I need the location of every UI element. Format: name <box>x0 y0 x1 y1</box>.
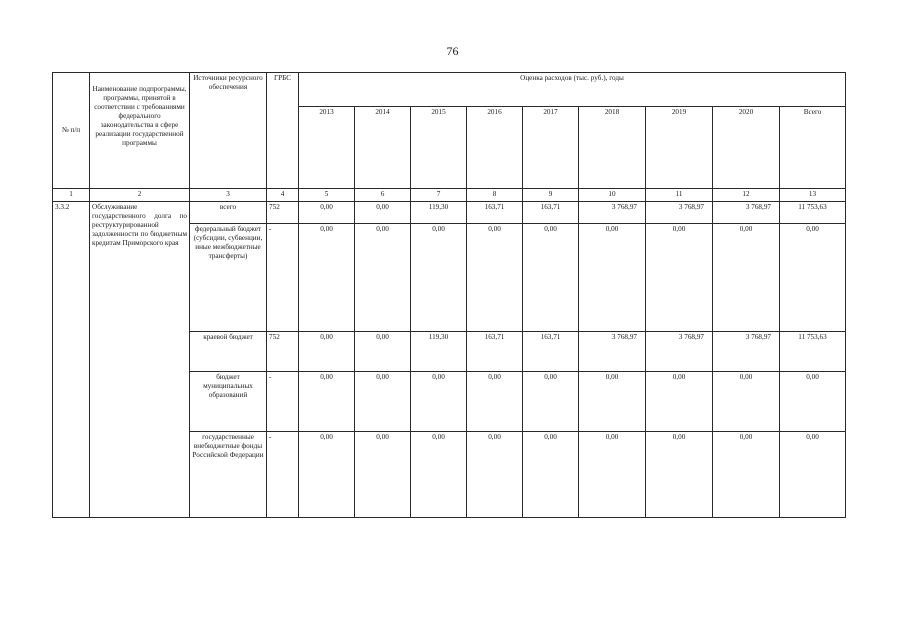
source-cell: краевой бюджет <box>190 332 267 372</box>
header-estimate: Оценка расходов (тыс. руб.), годы <box>299 73 846 107</box>
value-cell: 0,00 <box>579 224 646 332</box>
value-cell: 0,00 <box>523 432 579 518</box>
value-cell: 119,30 <box>411 332 467 372</box>
header-source: Источники ресурсного обеспечения <box>190 73 267 189</box>
header-year: 2020 <box>713 107 780 189</box>
value-cell: 0,00 <box>579 372 646 432</box>
value-cell: 0,00 <box>646 372 713 432</box>
header-grbs: ГРБС <box>267 73 299 189</box>
column-number: 6 <box>355 189 411 202</box>
value-cell: 11 753,63 <box>780 332 846 372</box>
header-name: Наименование подпрограммы, программы, принятой в соответствии с требованиями федерального законодательства в сфере реализации государственной программы <box>90 73 190 189</box>
grbs-cell: - <box>267 372 299 432</box>
value-cell: 0,00 <box>780 432 846 518</box>
column-number: 1 <box>53 189 90 202</box>
value-cell: 0,00 <box>355 224 411 332</box>
value-cell: 0,00 <box>780 224 846 332</box>
value-cell: 0,00 <box>355 202 411 224</box>
value-cell: 0,00 <box>355 432 411 518</box>
value-cell: 119,30 <box>411 202 467 224</box>
value-cell: 11 753,63 <box>780 202 846 224</box>
value-cell: 0,00 <box>523 224 579 332</box>
header-year: 2013 <box>299 107 355 189</box>
grbs-cell: - <box>267 432 299 518</box>
value-cell: 0,00 <box>299 432 355 518</box>
value-cell: 163,71 <box>467 332 523 372</box>
value-cell: 3 768,97 <box>646 202 713 224</box>
value-cell: 0,00 <box>713 372 780 432</box>
value-cell: 163,71 <box>523 332 579 372</box>
value-cell: 3 768,97 <box>646 332 713 372</box>
grbs-cell: - <box>267 224 299 332</box>
value-cell: 0,00 <box>411 372 467 432</box>
grbs-cell: 752 <box>267 202 299 224</box>
column-number: 9 <box>523 189 579 202</box>
value-cell: 0,00 <box>713 224 780 332</box>
column-number: 5 <box>299 189 355 202</box>
value-cell: 0,00 <box>355 332 411 372</box>
value-cell: 3 768,97 <box>713 332 780 372</box>
budget-table <box>52 72 846 518</box>
item-name: Обслуживание государственного долга по реструктурированной задолженности по бюджетным кредитам Приморского края <box>90 202 190 518</box>
header-year: 2015 <box>411 107 467 189</box>
value-cell: 163,71 <box>523 202 579 224</box>
item-number: 3.3.2 <box>53 202 90 518</box>
column-number: 8 <box>467 189 523 202</box>
header-total: Всего <box>780 107 846 189</box>
header-year: 2017 <box>523 107 579 189</box>
value-cell: 0,00 <box>299 224 355 332</box>
value-cell: 0,00 <box>299 202 355 224</box>
value-cell: 3 768,97 <box>579 202 646 224</box>
column-number: 7 <box>411 189 467 202</box>
value-cell: 0,00 <box>355 372 411 432</box>
column-number: 12 <box>713 189 780 202</box>
header-year: 2019 <box>646 107 713 189</box>
value-cell: 0,00 <box>713 432 780 518</box>
source-cell: всего <box>190 202 267 224</box>
column-number: 2 <box>90 189 190 202</box>
column-number: 4 <box>267 189 299 202</box>
value-cell: 0,00 <box>523 372 579 432</box>
source-cell: государственные внебюджетные фонды Российской Федерации <box>190 432 267 518</box>
value-cell: 0,00 <box>646 224 713 332</box>
header-year: 2018 <box>579 107 646 189</box>
value-cell: 0,00 <box>299 372 355 432</box>
value-cell: 0,00 <box>467 432 523 518</box>
header-row-top <box>53 73 846 107</box>
value-cell: 3 768,97 <box>579 332 646 372</box>
value-cell: 0,00 <box>467 372 523 432</box>
value-cell: 0,00 <box>579 432 646 518</box>
value-cell: 0,00 <box>780 372 846 432</box>
table-row <box>53 202 846 224</box>
value-cell: 163,71 <box>467 202 523 224</box>
value-cell: 0,00 <box>411 224 467 332</box>
header-no: № п/п <box>53 73 90 189</box>
column-numbers-row <box>53 189 846 202</box>
value-cell: 0,00 <box>411 432 467 518</box>
column-number: 3 <box>190 189 267 202</box>
source-cell: бюджет муниципальных образований <box>190 372 267 432</box>
value-cell: 3 768,97 <box>713 202 780 224</box>
column-number: 11 <box>646 189 713 202</box>
header-year: 2016 <box>467 107 523 189</box>
page-number: 76 <box>446 44 459 58</box>
value-cell: 0,00 <box>299 332 355 372</box>
source-cell: федеральный бюджет (субсидии, субвенции, иные межбюджетные трансферты) <box>190 224 267 332</box>
value-cell: 0,00 <box>646 432 713 518</box>
column-number: 10 <box>579 189 646 202</box>
value-cell: 0,00 <box>467 224 523 332</box>
column-number: 13 <box>780 189 846 202</box>
grbs-cell: 752 <box>267 332 299 372</box>
header-year: 2014 <box>355 107 411 189</box>
